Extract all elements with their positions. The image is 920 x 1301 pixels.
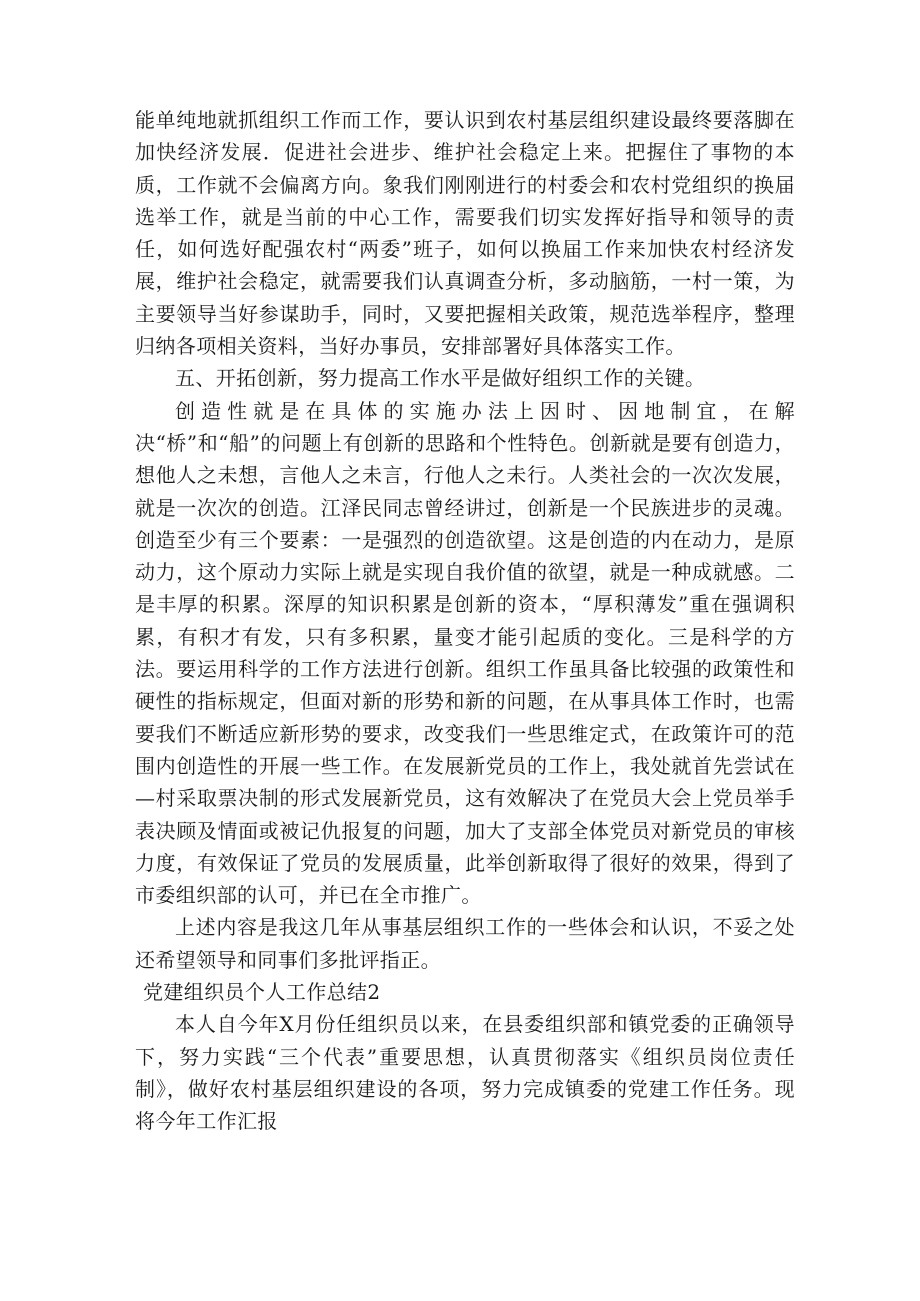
article-title-summary-2: 党建组织员个人工作总结2 [143, 980, 381, 1005]
section-heading-innovation: 五、开拓创新，努力提高工作水平是做好组织工作的关键。 [175, 366, 706, 391]
paragraph-closing-remarks: 上述内容是我这几年从事基层组织工作的一些体会和认识，不妥之处还希望领导和同事们多批评指正。 [135, 915, 795, 972]
document-body [135, 104, 795, 1138]
paragraph-summary-intro: 本人自今年X月份任组织员以来，在县委组织部和镇党委的正确领导下，努力实践“三个代表”重要思想，认真贯彻落实《组织员岗位责任制》，做好农村基层组织建设的各项，努力完成镇委的党建工作任务。现将今年工作汇报 [135, 1012, 795, 1134]
paragraph-creativity: 创造性就是在具体的实施办法上因时、因地制宜，在解决“桥”和“船”的问题上有创新的思路和个性特色。创新就是要有创造力，想他人之未想，言他人之未言，行他人之未行。人类社会的一次次发展，就是一次次的创造。江泽民同志曾经讲过，创新是一个民族进步的灵魂。创造至少有三个要素：一是强烈的创造欲望。这是创造的内在动力，是原动力，这个原动力实际上就是实现自我价值的欲望，就是一种成就感。二是丰厚的积累。深厚的知识积累是创新的资本，“厚积薄发”重在强调积累，有积才有发，只有多积累，量变才能引起质的变化。三是科学的方法。要运用科学的工作方法进行创新。组织工作虽具备比较强的政策性和硬性的指标规定，但面对新的形势和新的问题，在从事具体工作时，也需要我们不断适应新形势的要求，改变我们一些思维定式，在政策许可的范围内创造性的开展一些工作。在发展新党员的工作上，我处就首先尝试在—村采取票决制的形式发展新党员，这有效解决了在党员大会上党员举手表决顾及情面或被记仇报复的问题，加大了支部全体党员对新党员的审核力度，有效保证了党员的发展质量，此举创新取得了很好的效果，得到了市委组织部的认可，并已在全市推广。 [135, 398, 795, 908]
paragraph-organization-work-focus: 能单纯地就抓组织工作而工作，要认识到农村基层组织建设最终要落脚在加快经济发展．促进社会进步、维护社会稳定上来。把握住了事物的本质，工作就不会偏离方向。象我们刚刚进行的村委会和农村党组织的换届选举工作，就是当前的中心工作，需要我们切实发挥好指导和领导的责任，如何选好配强农村“两委”班子，如何以换届工作来加快农村经济发展，维护社会稳定，就需要我们认真调查分析，多动脑筋，一村一策，为主要领导当好参谋助手，同时，又要把握相关政策，规范选举程序，整理归纳各项相关资料，当好办事员，安排部署好具体落实工作。 [135, 108, 795, 359]
